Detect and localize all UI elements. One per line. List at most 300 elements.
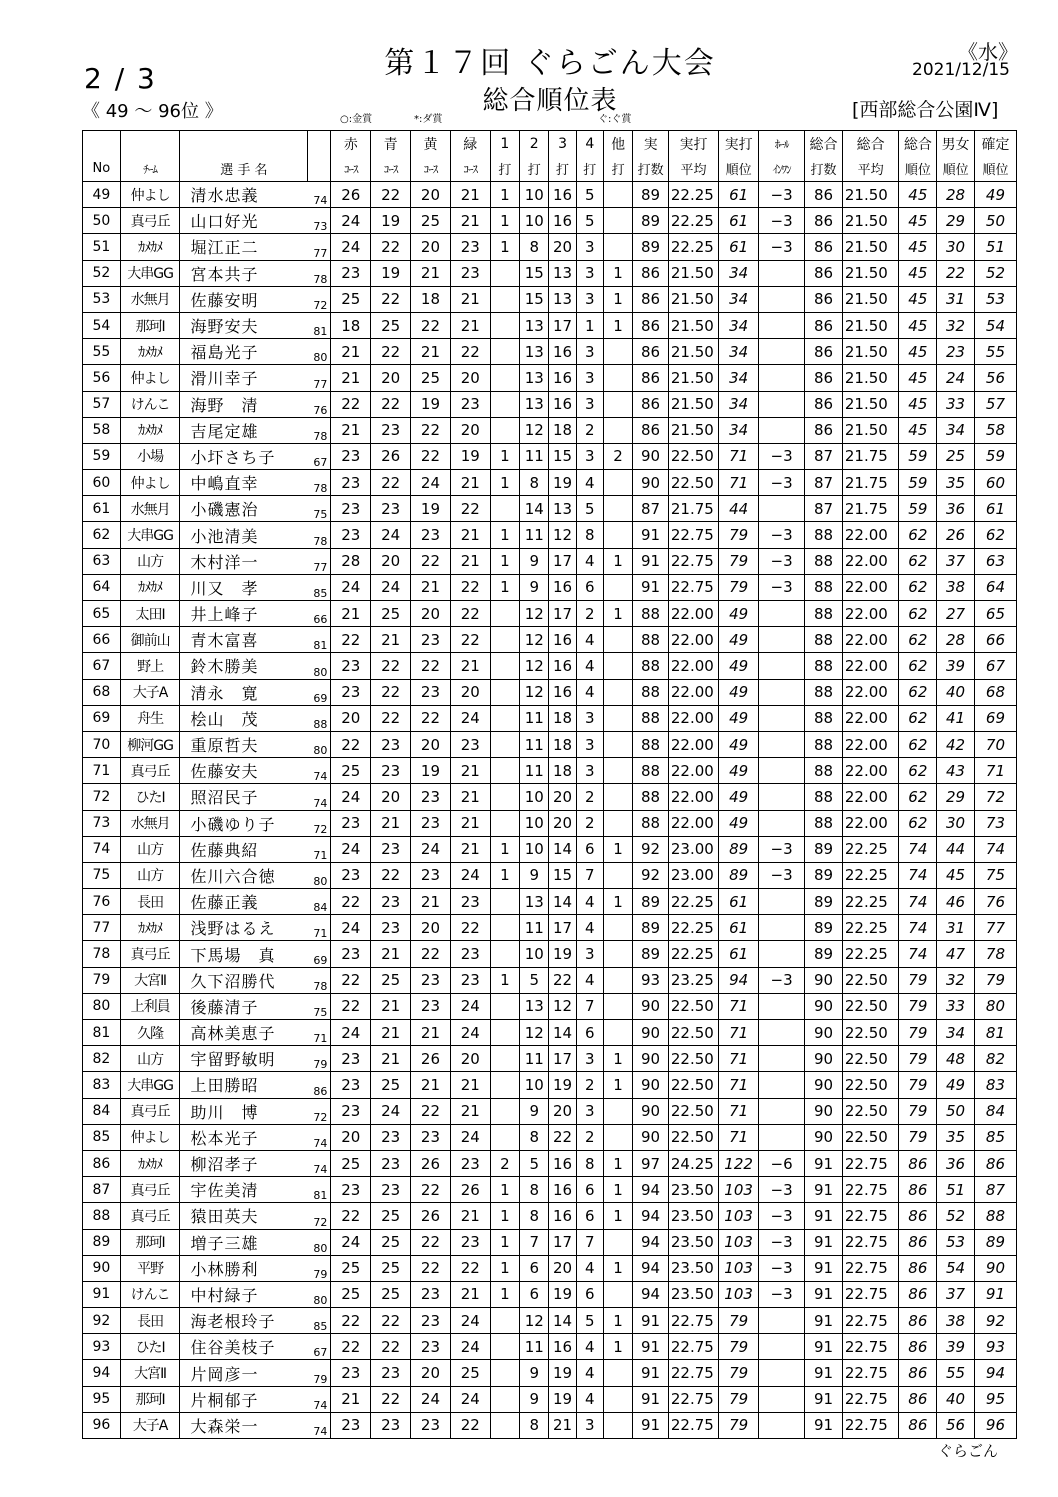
row-sogo-rank: 86 xyxy=(899,1360,937,1386)
col-juni-2: 順位 xyxy=(899,156,937,182)
row-sogo-avg: 22.25 xyxy=(842,889,899,915)
row-final-rank: 79 xyxy=(974,967,1016,993)
row-hole-inwan xyxy=(759,496,805,522)
row-no: 64 xyxy=(83,574,121,600)
row-hole-inwan xyxy=(759,1334,805,1360)
row-d3: 18 xyxy=(549,758,576,784)
row-jitsu-rank: 61 xyxy=(719,234,759,260)
row-jitsu-dasu: 88 xyxy=(633,601,669,627)
row-sogo-avg: 22.00 xyxy=(842,810,899,836)
row-player-name: 中村緑子 xyxy=(180,1281,308,1307)
col-other: 他 xyxy=(603,131,632,157)
row-gender-rank: 46 xyxy=(937,889,975,915)
row-d3: 19 xyxy=(549,1281,576,1307)
row-jitsu-rank: 49 xyxy=(719,601,759,627)
row-team: 仲よし xyxy=(120,365,180,391)
row-gender-rank: 32 xyxy=(937,967,975,993)
row-midori: 21 xyxy=(450,836,490,862)
row-gender-rank: 25 xyxy=(937,443,975,469)
row-aka: 21 xyxy=(331,339,371,365)
row-jitsu-rank: 79 xyxy=(719,1386,759,1412)
row-player-name: 山口好光 xyxy=(180,208,308,234)
row-jitsu-rank: 89 xyxy=(719,862,759,888)
row-jitsu-avg: 22.75 xyxy=(668,1360,718,1386)
row-sogo-avg: 22.50 xyxy=(842,1072,899,1098)
row-sogo-dasu: 86 xyxy=(805,208,843,234)
row-jitsu-dasu: 86 xyxy=(633,312,669,338)
row-jitsu-avg: 21.50 xyxy=(668,417,718,443)
row-team: 大串GG xyxy=(120,1072,180,1098)
row-other xyxy=(603,339,632,365)
row-hole-inwan xyxy=(759,1098,805,1124)
row-jitsu-avg: 21.50 xyxy=(668,260,718,286)
row-gender-rank: 29 xyxy=(937,208,975,234)
row-ki: 22 xyxy=(411,1098,451,1124)
row-d1 xyxy=(490,889,519,915)
row-hole-inwan xyxy=(759,731,805,757)
row-ao: 19 xyxy=(371,260,411,286)
row-player-name: 照沼民子 xyxy=(180,784,308,810)
row-jitsu-avg: 23.00 xyxy=(668,862,718,888)
row-other xyxy=(603,417,632,443)
table-row xyxy=(83,1229,1017,1255)
row-aka: 22 xyxy=(331,967,371,993)
row-gender-rank: 30 xyxy=(937,810,975,836)
row-hole-inwan xyxy=(759,601,805,627)
row-no: 83 xyxy=(83,1072,121,1098)
row-hole-inwan xyxy=(759,627,805,653)
row-final-rank: 54 xyxy=(974,312,1016,338)
row-other: 1 xyxy=(603,1203,632,1229)
row-sogo-avg: 21.50 xyxy=(842,312,899,338)
row-midori: 21 xyxy=(450,653,490,679)
row-d2: 9 xyxy=(520,862,549,888)
row-d4: 5 xyxy=(576,1308,603,1334)
row-jitsu-dasu: 94 xyxy=(633,1229,669,1255)
row-sogo-dasu: 91 xyxy=(805,1360,843,1386)
row-sogo-dasu: 88 xyxy=(805,679,843,705)
row-midori: 21 xyxy=(450,784,490,810)
row-other xyxy=(603,653,632,679)
row-jitsu-rank: 49 xyxy=(719,627,759,653)
row-hole-inwan xyxy=(759,1046,805,1072)
row-jitsu-dasu: 86 xyxy=(633,286,669,312)
row-sogo-dasu: 91 xyxy=(805,1150,843,1176)
row-sogo-dasu: 89 xyxy=(805,941,843,967)
row-d4: 7 xyxy=(576,862,603,888)
row-d2: 10 xyxy=(520,784,549,810)
row-midori: 23 xyxy=(450,1229,490,1255)
row-other xyxy=(603,758,632,784)
row-jitsu-avg: 22.25 xyxy=(668,234,718,260)
col-course-3: ｺｰｽ xyxy=(411,156,451,182)
row-gender-rank: 34 xyxy=(937,417,975,443)
row-gender-rank: 38 xyxy=(937,1308,975,1334)
row-sogo-rank: 86 xyxy=(899,1177,937,1203)
row-other: 2 xyxy=(603,443,632,469)
row-sogo-dasu: 87 xyxy=(805,443,843,469)
row-jitsu-avg: 23.50 xyxy=(668,1177,718,1203)
row-player-name: 吉尾定雄 xyxy=(180,417,308,443)
row-gender-rank: 22 xyxy=(937,260,975,286)
row-age: 86 xyxy=(308,1072,331,1098)
row-team: 水無月 xyxy=(120,286,180,312)
row-ao: 22 xyxy=(371,182,411,208)
row-ki: 20 xyxy=(411,731,451,757)
row-midori: 21 xyxy=(450,1098,490,1124)
row-ao: 22 xyxy=(371,234,411,260)
row-ao: 22 xyxy=(371,286,411,312)
row-d2: 11 xyxy=(520,705,549,731)
table-row xyxy=(83,1150,1017,1176)
row-aka: 22 xyxy=(331,1308,371,1334)
row-other: 1 xyxy=(603,1255,632,1281)
row-gender-rank: 23 xyxy=(937,339,975,365)
row-player-name: 清永 寛 xyxy=(180,679,308,705)
row-d1: 1 xyxy=(490,1255,519,1281)
row-jitsu-rank: 79 xyxy=(719,522,759,548)
row-ki: 22 xyxy=(411,941,451,967)
row-other xyxy=(603,234,632,260)
row-d4: 5 xyxy=(576,208,603,234)
row-no: 55 xyxy=(83,339,121,365)
row-no: 57 xyxy=(83,391,121,417)
row-ki: 22 xyxy=(411,653,451,679)
row-d3: 14 xyxy=(549,836,576,862)
row-d3: 22 xyxy=(549,967,576,993)
row-age: 72 xyxy=(308,1098,331,1124)
row-hole-inwan xyxy=(759,889,805,915)
row-ki: 24 xyxy=(411,470,451,496)
row-no: 95 xyxy=(83,1386,121,1412)
row-other xyxy=(603,470,632,496)
row-d1: 1 xyxy=(490,862,519,888)
row-jitsu-avg: 21.50 xyxy=(668,391,718,417)
row-d2: 10 xyxy=(520,182,549,208)
row-sogo-avg: 22.25 xyxy=(842,836,899,862)
col-inwan: ｲﾝﾜﾝ xyxy=(759,156,805,182)
row-aka: 22 xyxy=(331,993,371,1019)
row-ao: 22 xyxy=(371,1308,411,1334)
row-sogo-dasu: 86 xyxy=(805,391,843,417)
row-age: 74 xyxy=(308,1150,331,1176)
row-sogo-avg: 22.75 xyxy=(842,1386,899,1412)
row-sogo-rank: 86 xyxy=(899,1308,937,1334)
row-team: けんこ xyxy=(120,391,180,417)
row-hole-inwan: −3 xyxy=(759,836,805,862)
row-d3: 17 xyxy=(549,312,576,338)
row-d2: 11 xyxy=(520,522,549,548)
row-team: 真弓丘 xyxy=(120,758,180,784)
row-sogo-rank: 86 xyxy=(899,1334,937,1360)
row-sogo-rank: 45 xyxy=(899,234,937,260)
col-name: 選 手 名 xyxy=(180,156,308,182)
row-no: 94 xyxy=(83,1360,121,1386)
row-sogo-dasu: 91 xyxy=(805,1386,843,1412)
row-hole-inwan: −3 xyxy=(759,1203,805,1229)
table-row xyxy=(83,915,1017,941)
row-ao: 23 xyxy=(371,1412,411,1438)
row-ao: 23 xyxy=(371,758,411,784)
row-d1 xyxy=(490,627,519,653)
row-jitsu-avg: 22.50 xyxy=(668,1072,718,1098)
table-row xyxy=(83,627,1017,653)
row-sogo-avg: 22.75 xyxy=(842,1203,899,1229)
row-jitsu-dasu: 90 xyxy=(633,1072,669,1098)
table-row xyxy=(83,862,1017,888)
row-team: 長田 xyxy=(120,889,180,915)
row-gender-rank: 40 xyxy=(937,1386,975,1412)
row-d4: 4 xyxy=(576,470,603,496)
row-final-rank: 61 xyxy=(974,496,1016,522)
row-aka: 22 xyxy=(331,1334,371,1360)
row-ao: 25 xyxy=(371,1255,411,1281)
row-d4: 8 xyxy=(576,522,603,548)
row-ao: 24 xyxy=(371,522,411,548)
row-hole-inwan xyxy=(759,365,805,391)
row-aka: 20 xyxy=(331,705,371,731)
row-sogo-avg: 21.50 xyxy=(842,260,899,286)
col-aka: 赤 xyxy=(331,131,371,157)
row-aka: 21 xyxy=(331,601,371,627)
row-sogo-rank: 86 xyxy=(899,1203,937,1229)
row-d2: 9 xyxy=(520,1386,549,1412)
row-no: 89 xyxy=(83,1229,121,1255)
row-d3: 14 xyxy=(549,1020,576,1046)
row-d3: 17 xyxy=(549,1046,576,1072)
row-sogo-rank: 62 xyxy=(899,705,937,731)
row-hole-inwan xyxy=(759,391,805,417)
row-jitsu-rank: 71 xyxy=(719,470,759,496)
row-team: 大串GG xyxy=(120,260,180,286)
row-age: 75 xyxy=(308,496,331,522)
row-ki: 21 xyxy=(411,1020,451,1046)
row-hole-inwan: −3 xyxy=(759,548,805,574)
row-jitsu-rank: 71 xyxy=(719,1020,759,1046)
row-sogo-avg: 21.50 xyxy=(842,208,899,234)
row-aka: 24 xyxy=(331,915,371,941)
row-ki: 22 xyxy=(411,548,451,574)
row-other xyxy=(603,705,632,731)
row-ao: 25 xyxy=(371,1281,411,1307)
row-jitsu-avg: 22.25 xyxy=(668,941,718,967)
row-d3: 15 xyxy=(549,443,576,469)
row-d3: 18 xyxy=(549,705,576,731)
table-row xyxy=(83,312,1017,338)
row-d3: 16 xyxy=(549,1203,576,1229)
row-ao: 22 xyxy=(371,705,411,731)
row-team: 真弓丘 xyxy=(120,1177,180,1203)
row-jitsu-avg: 22.50 xyxy=(668,993,718,1019)
row-jitsu-rank: 49 xyxy=(719,705,759,731)
row-other xyxy=(603,941,632,967)
row-d3: 17 xyxy=(549,915,576,941)
row-final-rank: 85 xyxy=(974,1124,1016,1150)
row-d4: 5 xyxy=(576,496,603,522)
table-row xyxy=(83,339,1017,365)
row-hole-inwan xyxy=(759,941,805,967)
row-gender-rank: 38 xyxy=(937,574,975,600)
row-age: 79 xyxy=(308,1046,331,1072)
row-sogo-avg: 22.25 xyxy=(842,915,899,941)
row-aka: 25 xyxy=(331,1150,371,1176)
row-jitsu-rank: 103 xyxy=(719,1203,759,1229)
col-midori: 緑 xyxy=(450,131,490,157)
row-sogo-avg: 22.00 xyxy=(842,601,899,627)
row-other xyxy=(603,1412,632,1438)
row-aka: 24 xyxy=(331,784,371,810)
row-jitsu-rank: 34 xyxy=(719,260,759,286)
row-gender-rank: 27 xyxy=(937,601,975,627)
row-hole-inwan xyxy=(759,1020,805,1046)
row-team: 真弓丘 xyxy=(120,208,180,234)
row-other xyxy=(603,993,632,1019)
row-sogo-avg: 22.50 xyxy=(842,1020,899,1046)
row-final-rank: 51 xyxy=(974,234,1016,260)
row-final-rank: 55 xyxy=(974,339,1016,365)
row-d3: 19 xyxy=(549,1386,576,1412)
row-hole-inwan: −3 xyxy=(759,470,805,496)
row-midori: 24 xyxy=(450,705,490,731)
row-d2: 7 xyxy=(520,1229,549,1255)
row-d2: 9 xyxy=(520,1098,549,1124)
row-jitsu-avg: 22.00 xyxy=(668,627,718,653)
row-team: 御前山 xyxy=(120,627,180,653)
row-jitsu-dasu: 89 xyxy=(633,182,669,208)
row-aka: 23 xyxy=(331,862,371,888)
row-d4: 6 xyxy=(576,1203,603,1229)
row-other: 1 xyxy=(603,1177,632,1203)
row-age: 81 xyxy=(308,1177,331,1203)
row-d4: 3 xyxy=(576,286,603,312)
row-sogo-dasu: 86 xyxy=(805,234,843,260)
row-hole-inwan xyxy=(759,810,805,836)
row-jitsu-dasu: 89 xyxy=(633,941,669,967)
row-aka: 23 xyxy=(331,679,371,705)
row-gender-rank: 48 xyxy=(937,1046,975,1072)
row-midori: 22 xyxy=(450,574,490,600)
row-team: ｶﾒｶﾒ xyxy=(120,234,180,260)
row-ki: 23 xyxy=(411,679,451,705)
row-player-name: 佐川六合徳 xyxy=(180,862,308,888)
table-row xyxy=(83,1308,1017,1334)
row-jitsu-avg: 22.25 xyxy=(668,915,718,941)
row-jitsu-rank: 94 xyxy=(719,967,759,993)
col-da-1: 打 xyxy=(490,156,519,182)
row-ao: 26 xyxy=(371,443,411,469)
row-jitsu-rank: 49 xyxy=(719,679,759,705)
row-jitsu-rank: 34 xyxy=(719,339,759,365)
row-team: 山方 xyxy=(120,862,180,888)
row-ki: 19 xyxy=(411,391,451,417)
row-jitsu-avg: 24.25 xyxy=(668,1150,718,1176)
row-jitsu-rank: 34 xyxy=(719,365,759,391)
row-age: 79 xyxy=(308,1255,331,1281)
row-aka: 23 xyxy=(331,1046,371,1072)
table-row xyxy=(83,836,1017,862)
row-final-rank: 64 xyxy=(974,574,1016,600)
table-row xyxy=(83,731,1017,757)
row-jitsu-avg: 21.50 xyxy=(668,312,718,338)
event-date: 2021/12/15 xyxy=(912,60,1010,80)
row-sogo-rank: 62 xyxy=(899,601,937,627)
row-d2: 5 xyxy=(520,967,549,993)
row-jitsu-rank: 71 xyxy=(719,1098,759,1124)
row-jitsu-dasu: 90 xyxy=(633,1098,669,1124)
row-d2: 9 xyxy=(520,548,549,574)
footer-brand: ぐらごん xyxy=(938,1442,999,1460)
venue: [西部総合公園Ⅳ] xyxy=(852,99,999,121)
row-gender-rank: 39 xyxy=(937,653,975,679)
row-d4: 8 xyxy=(576,1150,603,1176)
row-midori: 23 xyxy=(450,260,490,286)
row-no: 52 xyxy=(83,260,121,286)
row-midori: 22 xyxy=(450,627,490,653)
row-aka: 23 xyxy=(331,653,371,679)
row-player-name: 堀江正二 xyxy=(180,234,308,260)
row-aka: 23 xyxy=(331,810,371,836)
table-row xyxy=(83,496,1017,522)
row-sogo-dasu: 91 xyxy=(805,1334,843,1360)
row-d2: 12 xyxy=(520,1020,549,1046)
row-ki: 26 xyxy=(411,1203,451,1229)
table-row xyxy=(83,993,1017,1019)
row-jitsu-avg: 22.75 xyxy=(668,1386,718,1412)
row-ao: 22 xyxy=(371,391,411,417)
row-d1 xyxy=(490,339,519,365)
row-aka: 26 xyxy=(331,182,371,208)
row-midori: 22 xyxy=(450,601,490,627)
row-age: 77 xyxy=(308,234,331,260)
row-other xyxy=(603,574,632,600)
row-player-name: 佐藤安明 xyxy=(180,286,308,312)
row-d4: 3 xyxy=(576,758,603,784)
row-other xyxy=(603,1386,632,1412)
row-ao: 25 xyxy=(371,601,411,627)
table-row xyxy=(83,522,1017,548)
row-age: 72 xyxy=(308,810,331,836)
ranking-table xyxy=(82,130,1017,1439)
row-sogo-avg: 22.50 xyxy=(842,1124,899,1150)
row-gender-rank: 42 xyxy=(937,731,975,757)
row-midori: 21 xyxy=(450,1281,490,1307)
row-gender-rank: 33 xyxy=(937,993,975,1019)
row-age: 72 xyxy=(308,286,331,312)
row-no: 62 xyxy=(83,522,121,548)
row-team: 長田 xyxy=(120,1308,180,1334)
row-ao: 25 xyxy=(371,1203,411,1229)
row-sogo-rank: 62 xyxy=(899,522,937,548)
row-team: 真弓丘 xyxy=(120,941,180,967)
row-other xyxy=(603,522,632,548)
row-final-rank: 96 xyxy=(974,1412,1016,1438)
row-team: ひたⅠ xyxy=(120,1334,180,1360)
row-other: 1 xyxy=(603,889,632,915)
row-gender-rank: 51 xyxy=(937,1177,975,1203)
row-other: 1 xyxy=(603,260,632,286)
row-age: 79 xyxy=(308,1360,331,1386)
row-sogo-rank: 79 xyxy=(899,1046,937,1072)
col-no: No xyxy=(83,156,121,182)
row-ki: 18 xyxy=(411,286,451,312)
row-hole-inwan xyxy=(759,312,805,338)
row-ki: 19 xyxy=(411,496,451,522)
row-sogo-rank: 74 xyxy=(899,889,937,915)
row-d1: 1 xyxy=(490,1203,519,1229)
rank-range: 《 49 ～ 96位 》 xyxy=(82,101,223,122)
row-team: 仲よし xyxy=(120,182,180,208)
row-team: ｶﾒｶﾒ xyxy=(120,339,180,365)
